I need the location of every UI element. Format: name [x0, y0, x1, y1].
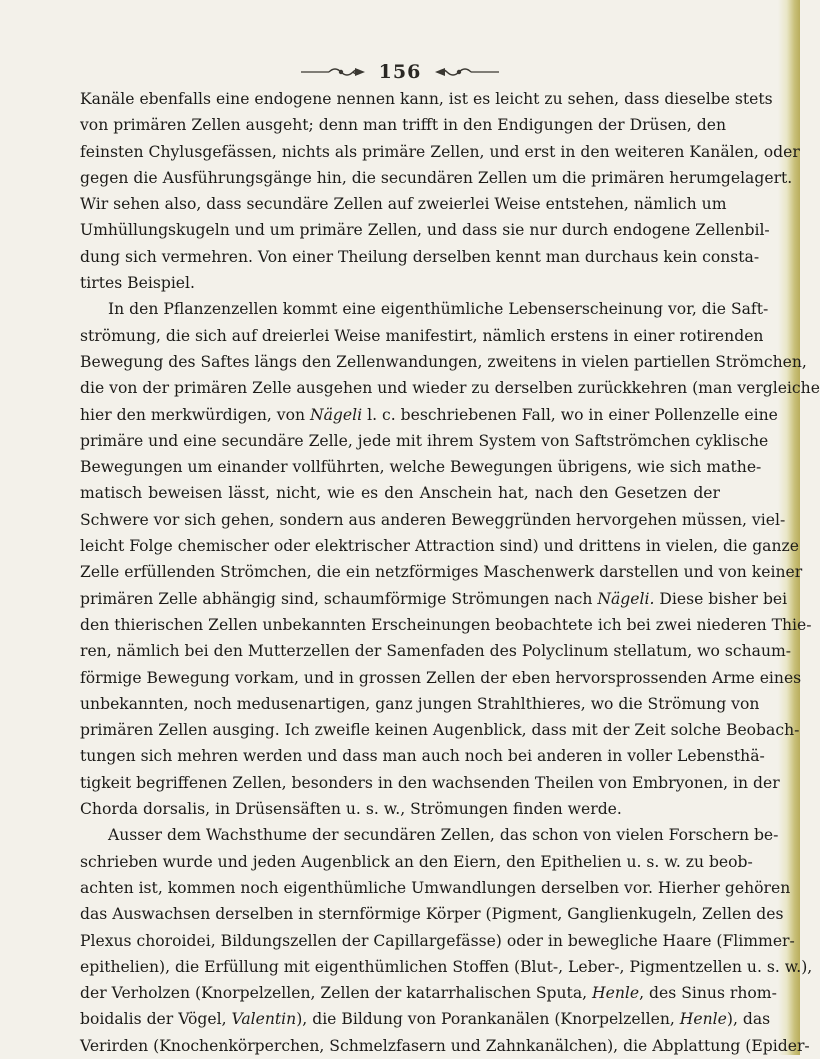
text-line	[80, 954, 813, 980]
text-line	[80, 822, 779, 848]
text-segment: l. c. beschriebenen Fall, wo in einer Pollenzelle eine	[362, 405, 778, 424]
italic-name: Henle	[679, 1010, 727, 1029]
text-segment: Bewegungen um einander vollführten, welche Bewegungen übrigens, wie sich mathe-	[80, 458, 762, 477]
text-segment: dung sich vermehren. Von einer Theilung derselben kennt man durchaus kein consta-	[80, 247, 760, 266]
text-line	[80, 928, 795, 954]
text-segment: förmige Bewegung vorkam, und in grossen Zellen der eben hervorsprossenden Arme eines	[80, 668, 802, 687]
text-line	[80, 849, 753, 875]
text-line	[80, 296, 769, 322]
text-line	[80, 638, 792, 664]
text-line	[80, 323, 764, 349]
text-line	[80, 191, 727, 217]
italic-name: Valentin	[231, 1010, 297, 1029]
text-segment: Umhüllungskugeln und um primäre Zellen, und dass sie nur durch endogene Zellenbil-	[80, 221, 770, 240]
text-segment: boidalis der Vögel,	[80, 1010, 232, 1029]
text-line	[80, 454, 762, 480]
text-segment: leicht Folge chemischer oder elektrischer Attraction sind) und drittens in vielen, die ganze	[80, 537, 799, 556]
text-segment: , des Sinus rhom-	[639, 984, 777, 1003]
text-segment: der Verholzen (Knorpelzellen, Zellen der katarrhalischen Sputa,	[80, 984, 593, 1003]
text-segment: das Auswachsen derselben in sternförmige Körper (Pigment, Ganglienkugeln, Zellen des	[80, 905, 784, 924]
text-line	[80, 533, 799, 559]
text-line	[80, 402, 778, 428]
text-line	[80, 743, 765, 769]
text-line	[80, 980, 777, 1006]
text-segment: epithelien), die Erfüllung mit eigenthümlichen Stoffen (Blut-, Leber-, Pigmentzellen u. s. w.),	[80, 957, 813, 976]
page-number: 156	[378, 61, 422, 83]
text-segment: tirtes Beispiel.	[80, 274, 195, 293]
italic-name: Nägeli.	[597, 589, 655, 608]
text-line	[80, 507, 786, 533]
text-segment: matisch beweisen lässt, nicht, wie es den Anschein hat, nach den Gesetzen der	[80, 484, 720, 503]
text-segment: feinsten Chylusgefässen, nichts als primäre Zellen, und erst in den weiteren Kanälen, oder	[80, 142, 800, 161]
italic-name: Henle	[592, 984, 640, 1003]
text-line	[80, 270, 720, 296]
text-line	[80, 349, 807, 375]
text-line	[80, 428, 769, 454]
text-line	[80, 586, 788, 612]
text-line	[80, 244, 760, 270]
text-line	[80, 139, 800, 165]
text-segment: die von der primären Zelle ausgehen und wieder zu derselben zurückkehren (man vergleiche	[80, 379, 820, 398]
text-line	[80, 480, 720, 506]
ornament-left-icon	[299, 64, 369, 80]
text-segment: ), das	[726, 1010, 771, 1029]
text-segment: hier den merkwürdigen, von	[80, 405, 310, 424]
text-segment: unbekannten, noch medusenartigen, ganz jungen Strahlthieres, wo die Strömung von	[80, 694, 760, 713]
text-segment: primäre und eine secundäre Zelle, jede mit ihrem System von Saftströmchen cyklische	[80, 431, 769, 450]
body-text	[80, 86, 820, 1059]
text-line	[80, 375, 820, 401]
text-line	[80, 691, 760, 717]
text-segment: von primären Zellen ausgeht; denn man trifft in den Endigungen der Drüsen, den	[80, 116, 727, 135]
text-segment: Ausser dem Wachsthume der secundären Zellen, das schon von vielen Forschern be-	[108, 826, 779, 845]
text-line	[80, 770, 780, 796]
text-line	[80, 217, 770, 243]
text-segment: Zelle erfüllenden Strömchen, die ein netzförmiges Maschenwerk darstellen und von keiner	[80, 563, 803, 582]
text-segment: Schwere vor sich gehen, sondern aus anderen Beweggründen hervorgehen müssen, viel-	[80, 510, 786, 529]
text-segment: Plexus choroidei, Bildungszellen der Capillargefässe) oder in bewegliche Haare (Flimmer-	[80, 931, 795, 950]
text-segment: schrieben wurde und jeden Augenblick an den Eiern, den Epithelien u. s. w. zu beob-	[80, 852, 753, 871]
text-segment: Chorda dorsalis, in Drüsensäften u. s. w., Strömungen finden werde.	[80, 800, 622, 819]
text-segment: Bewegung des Saftes längs den Zellenwandungen, zweitens in vielen partiellen Strömchen,	[80, 352, 807, 371]
text-segment: ), die Bildung von Porankanälen (Knorpelzellen,	[296, 1010, 680, 1029]
text-line	[80, 165, 793, 191]
text-segment: Diese bisher bei	[654, 589, 788, 608]
text-segment: primären Zellen ausging. Ich zweifle keinen Augenblick, dass mit der Zeit solche Beobach-	[80, 721, 800, 740]
text-line	[80, 1006, 771, 1032]
text-segment: gegen die Ausführungsgänge hin, die secundären Zellen um die primären herumgelagert.	[80, 168, 793, 187]
text-segment: achten ist, kommen noch eigenthümliche Umwandlungen derselben vor. Hierher gehören	[80, 878, 791, 897]
text-segment: strömung, die sich auf dreierlei Weise manifestirt, nämlich erstens in einer rotirenden	[80, 326, 764, 345]
text-line	[80, 86, 773, 112]
text-segment: ren, nämlich bei den Mutterzellen der Samenfaden des Polyclinum stellatum, wo schaum-	[80, 642, 792, 661]
text-line	[80, 717, 800, 743]
text-segment: tungen sich mehren werden und dass man auch noch bei anderen in voller Lebensthä-	[80, 747, 765, 766]
text-segment: In den Pflanzenzellen kommt eine eigenthümliche Lebenserscheinung vor, die Saft-	[108, 300, 769, 319]
text-line	[80, 901, 784, 927]
ornament-right-icon	[431, 64, 501, 80]
text-line	[80, 612, 812, 638]
text-segment: Kanäle ebenfalls eine endogene nennen kann, ist es leicht zu sehen, dass dieselbe stets	[80, 90, 773, 108]
text-line	[80, 559, 803, 585]
text-line	[80, 112, 727, 138]
text-line	[80, 665, 802, 691]
text-segment: Verirden (Knochenkörperchen, Schmelzfasern und Zahnkanälchen), die Abplattung (Epider-	[80, 1036, 810, 1055]
text-segment: Wir sehen also, dass secundäre Zellen auf zweierlei Weise entstehen, nämlich um	[80, 195, 727, 214]
text-line	[80, 796, 720, 822]
text-segment: den thierischen Zellen unbekannten Erscheinungen beobachtete ich bei zwei niederen Thie-	[80, 615, 812, 634]
text-segment: primären Zelle abhängig sind, schaumförmige Strömungen nach	[80, 589, 598, 608]
page-header	[0, 58, 800, 86]
text-segment: tigkeit begriffenen Zellen, besonders in den wachsenden Theilen von Embryonen, in der	[80, 773, 780, 792]
italic-name: Nägeli	[309, 405, 363, 424]
text-line	[80, 1033, 810, 1059]
text-line	[80, 875, 791, 901]
